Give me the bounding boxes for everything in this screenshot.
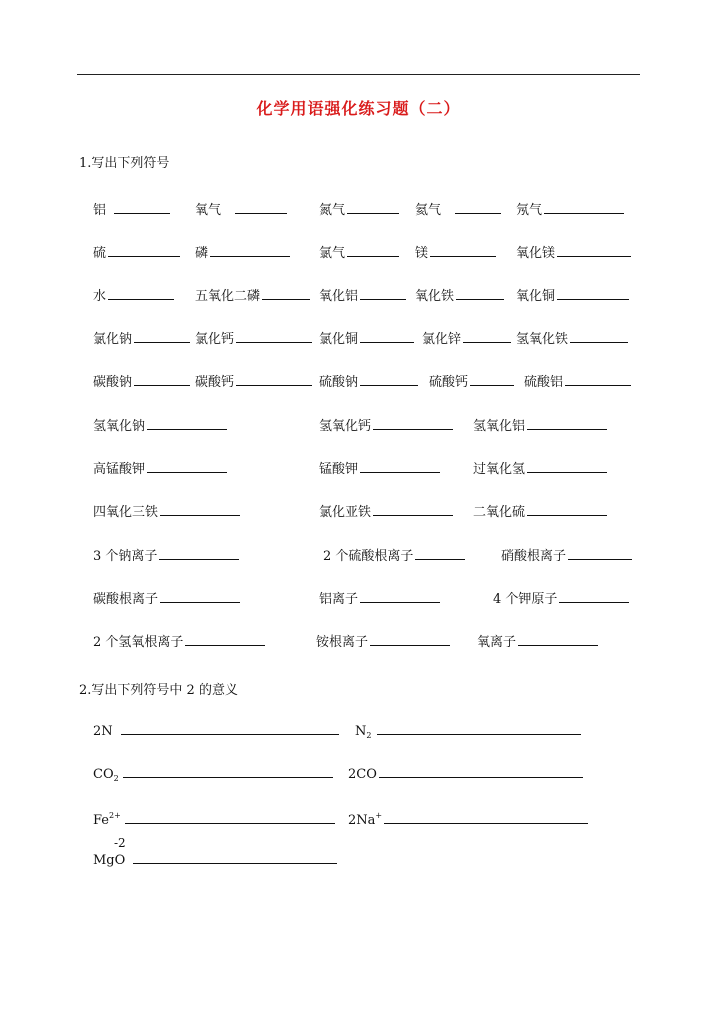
answer-blank[interactable] xyxy=(133,851,337,864)
answer-blank[interactable] xyxy=(527,460,607,473)
answer-blank[interactable] xyxy=(568,547,632,560)
answer-blank[interactable] xyxy=(160,590,240,603)
answer-blank[interactable] xyxy=(373,417,453,430)
answer-blank[interactable] xyxy=(159,547,239,560)
question-item: 锰酸钾 xyxy=(319,460,440,478)
answer-blank[interactable] xyxy=(360,590,440,603)
question-item: 硫酸铝 xyxy=(524,373,631,391)
section-2-heading: 2.写出下列符号中 2 的意义 xyxy=(79,683,238,698)
formula-item: 2CO xyxy=(348,765,583,783)
question-item: 氧化铝 xyxy=(319,287,406,305)
question-item: 氯化亚铁 xyxy=(319,503,453,521)
question-item: 氯化钙 xyxy=(195,330,312,348)
answer-blank[interactable] xyxy=(373,503,453,516)
answer-blank[interactable] xyxy=(360,373,418,386)
header-rule xyxy=(77,74,640,75)
answer-blank[interactable] xyxy=(262,287,310,300)
question-item: 氮气 xyxy=(319,201,399,219)
answer-blank[interactable] xyxy=(210,244,290,257)
question-item: 氯化铜 xyxy=(319,330,414,348)
answer-blank[interactable] xyxy=(123,765,333,778)
answer-blank[interactable] xyxy=(527,417,607,430)
answer-blank[interactable] xyxy=(565,373,631,386)
question-item: 硝酸根离子 xyxy=(501,547,632,565)
question-item: 碳酸钠 xyxy=(93,373,190,391)
question-item: 氖气 xyxy=(516,201,624,219)
question-item: 4 个钾原子 xyxy=(493,590,629,608)
answer-blank[interactable] xyxy=(147,417,227,430)
answer-blank[interactable] xyxy=(518,633,598,646)
formula-item: 2N xyxy=(93,722,339,740)
question-item: 氢氧化钠 xyxy=(93,417,227,435)
question-item: 氯化锌 xyxy=(422,330,511,348)
question-item: 铝 xyxy=(93,201,170,219)
question-item: 氢氧化钙 xyxy=(319,417,453,435)
question-item: 氧离子 xyxy=(477,633,598,651)
formula-item: $N_2$ xyxy=(355,722,581,744)
question-item: 2 个硫酸根离子 xyxy=(323,547,465,565)
question-item: 高锰酸钾 xyxy=(93,460,227,478)
answer-blank[interactable] xyxy=(456,287,504,300)
formula-item: MgO xyxy=(93,851,337,869)
question-item: 氧化铁 xyxy=(415,287,504,305)
question-item: 3 个钠离子 xyxy=(93,547,239,565)
question-item: 二氧化硫 xyxy=(473,503,607,521)
section-1-heading: 1.写出下列符号 xyxy=(79,156,170,171)
question-item: 氦气 xyxy=(415,201,501,219)
formula-item: $CO_2$ xyxy=(93,765,333,787)
answer-blank[interactable] xyxy=(236,330,312,343)
answer-blank[interactable] xyxy=(347,244,399,257)
question-item: 碳酸钙 xyxy=(195,373,312,391)
question-item: 氧化镁 xyxy=(516,244,631,262)
question-item: 氢氧化铁 xyxy=(516,330,628,348)
answer-blank[interactable] xyxy=(527,503,607,516)
answer-blank[interactable] xyxy=(557,244,631,257)
answer-blank[interactable] xyxy=(236,373,312,386)
answer-blank[interactable] xyxy=(360,287,406,300)
answer-blank[interactable] xyxy=(415,547,465,560)
answer-blank[interactable] xyxy=(455,201,501,214)
question-item: 硫酸钙 xyxy=(429,373,514,391)
question-item: 水 xyxy=(93,287,174,305)
question-item: 2 个氢氧根离子 xyxy=(93,633,265,651)
answer-blank[interactable] xyxy=(379,765,583,778)
formula-item: 2Na+ xyxy=(348,808,588,829)
answer-blank[interactable] xyxy=(377,722,581,735)
question-item: 氧气 xyxy=(195,201,287,219)
question-item: 镁 xyxy=(415,244,496,262)
question-item: 氯化钠 xyxy=(93,330,190,348)
question-item: 铵根离子 xyxy=(316,633,450,651)
answer-blank[interactable] xyxy=(108,287,174,300)
answer-blank[interactable] xyxy=(147,460,227,473)
answer-blank[interactable] xyxy=(559,590,629,603)
answer-blank[interactable] xyxy=(108,244,180,257)
answer-blank[interactable] xyxy=(125,811,335,824)
question-item: 碳酸根离子 xyxy=(93,590,240,608)
answer-blank[interactable] xyxy=(570,330,628,343)
question-item: 磷 xyxy=(195,244,290,262)
question-item: 四氧化三铁 xyxy=(93,503,240,521)
question-item: 五氧化二磷 xyxy=(195,287,310,305)
answer-blank[interactable] xyxy=(134,373,190,386)
question-item: 硫酸钠 xyxy=(319,373,418,391)
answer-blank[interactable] xyxy=(463,330,511,343)
question-item: 过氧化氢 xyxy=(473,460,607,478)
page-title: 化学用语强化练习题（二） xyxy=(256,99,461,118)
answer-blank[interactable] xyxy=(544,201,624,214)
question-item: 氧化铜 xyxy=(516,287,629,305)
answer-blank[interactable] xyxy=(384,811,588,824)
answer-blank[interactable] xyxy=(185,633,265,646)
question-item: 铝离子 xyxy=(319,590,440,608)
answer-blank[interactable] xyxy=(121,722,339,735)
answer-blank[interactable] xyxy=(360,330,414,343)
answer-blank[interactable] xyxy=(557,287,629,300)
formula-item: $Fe^{2+}$ xyxy=(93,808,335,829)
question-item: 氢氧化铝 xyxy=(473,417,607,435)
question-item: 硫 xyxy=(93,244,180,262)
answer-blank[interactable] xyxy=(114,201,170,214)
answer-blank[interactable] xyxy=(235,201,287,214)
answer-blank[interactable] xyxy=(347,201,399,214)
answer-blank[interactable] xyxy=(370,633,450,646)
answer-blank[interactable] xyxy=(360,460,440,473)
answer-blank[interactable] xyxy=(470,373,514,386)
answer-blank[interactable] xyxy=(430,244,496,257)
question-item: 氯气 xyxy=(319,244,399,262)
mgo-charge-label: -2 xyxy=(114,836,126,850)
answer-blank[interactable] xyxy=(134,330,190,343)
answer-blank[interactable] xyxy=(160,503,240,516)
